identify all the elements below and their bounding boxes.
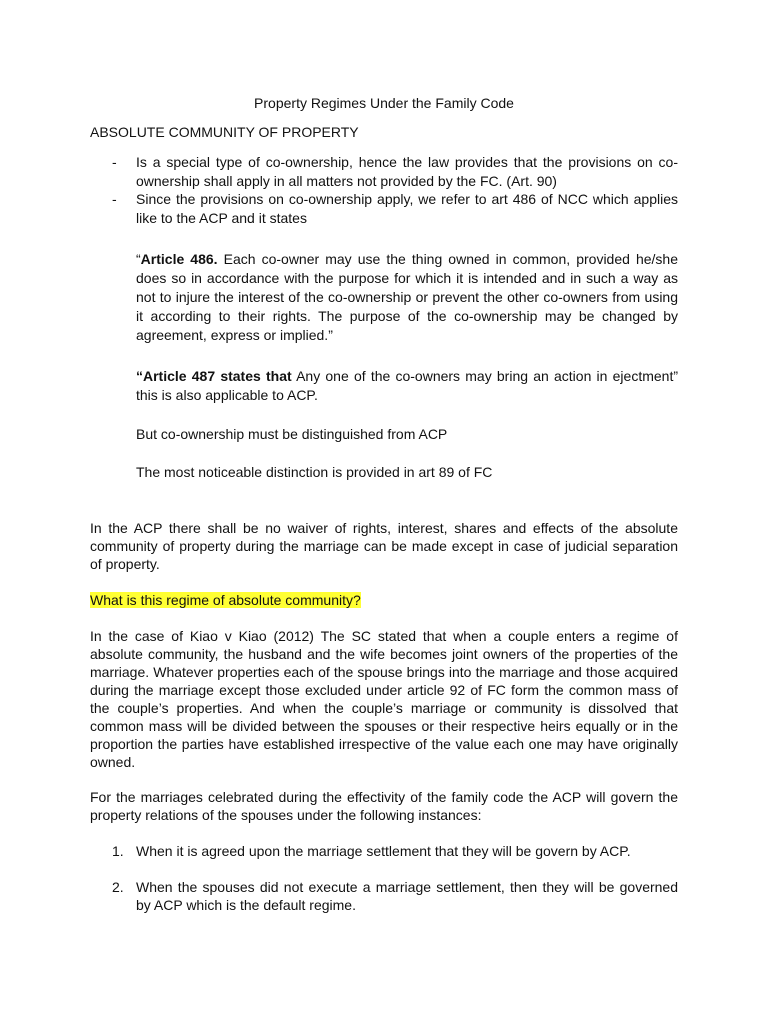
list-item [90,190,678,227]
list-item-text: Since the provisions on co-ownership apply, we refer to art 486 of NCC which applies like to the ACP and it states [136,191,678,226]
section-heading: ABSOLUTE COMMUNITY OF PROPERTY [90,124,359,140]
numbered-list [90,878,678,914]
list-item [90,153,678,190]
article-486-quote [136,250,678,345]
document-title: Property Regimes Under the Family Code [254,95,514,111]
marriages-paragraph: For the marriages celebrated during the effectivity of the family code the ACP will govern the property relations of the spouses under the following instances: [90,789,678,823]
open-quote: “ [136,251,141,267]
article-487-label: “Article 487 states that [136,368,292,384]
list-item-text: Is a special type of co-ownership, hence the law provides that the provisions on co-ownership shall apply in all matters not provided by the FC. (Art. 90) [136,154,678,189]
list-item-text: When the spouses did not execute a marriage settlement, then they will be governed by ACP which is the default regime. [136,879,678,913]
list-bullet: - [112,154,117,170]
list-item-text: When it is agreed upon the marriage settlement that they will be govern by ACP. [136,843,631,859]
article-486-text: Each co-owner may use the thing owned in common, provided he/she does so in accordance with the purpose for which it is intended and in such a way as not to injure the interest of the co-ownership or prevent the other co-owners from using it according to their rights. The purpose of the co-ownership may be changed by agreement, express or implied.” [136,251,679,343]
kiao-paragraph: In the case of Kiao v Kiao (2012) The SC stated that when a couple enters a regime of absolute community, the husband and the wife becomes joint owners of the properties of the marriage. Whatever properties each of the spouse brings into the marriage and those acquired during the marriage except those excluded under article 92 of FC form the common mass of the couple’s properties. And when the couple’s marriage or community is dissolved that common mass will be divided between the spouses or their respective heirs equally or in the proportion the parties have established irrespective of the value each one may have originally owned. [90,628,678,770]
article-487-quote [136,367,678,405]
list-bullet: - [112,191,117,207]
list-number: 2. [112,879,124,895]
distinguish-text: But co-ownership must be distinguished from ACP [136,426,448,442]
distinction-text: The most noticeable distinction is provided in art 89 of FC [136,464,493,480]
article-486-label: Article 486. [140,251,218,267]
dash-list [90,153,678,227]
question-paragraph [90,591,678,609]
list-number: 1. [112,843,124,859]
article-487-text: Any one of the co-owners may bring an action in ejectment” this is also applicable to ACP. [136,368,678,403]
waiver-paragraph: In the ACP there shall be no waiver of rights, interest, shares and effects of the absolute community of property during the marriage can be made except in case of judicial separation of property. [90,520,678,572]
highlighted-question: What is this regime of absolute community? [90,592,361,608]
list-item [90,878,678,914]
numbered-list [90,842,678,860]
list-item [90,842,678,860]
